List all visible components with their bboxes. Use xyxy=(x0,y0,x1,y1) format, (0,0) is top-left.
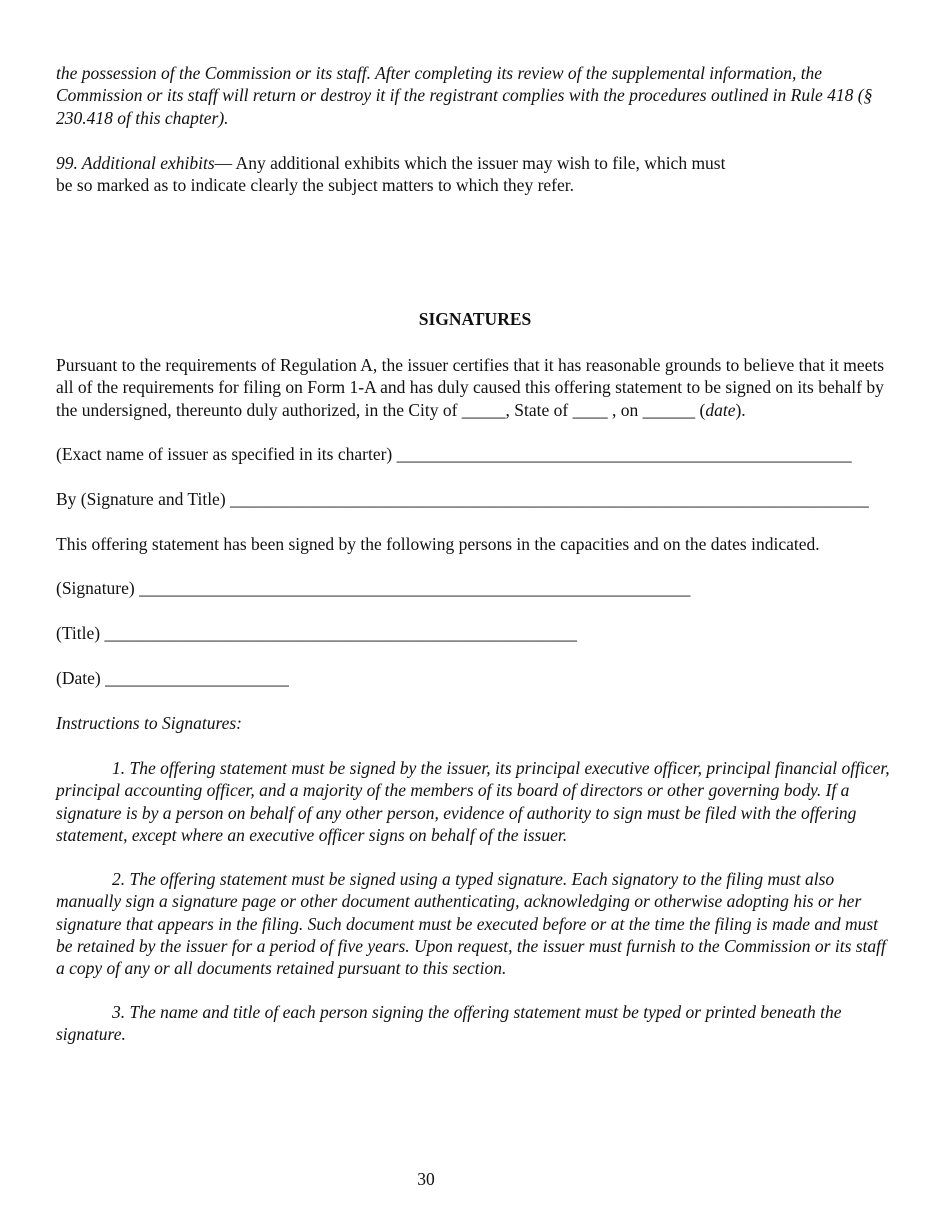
issuer-name-field[interactable]: (Exact name of issuer as specified in its charter) ____________________________________________________ xyxy=(56,444,852,464)
date-field[interactable]: (Date) _____________________ xyxy=(56,668,289,688)
instruction-item-3: 3. The name and title of each person signing the offering statement must be typed or printed beneath the signature. xyxy=(56,1002,842,1045)
instruction-item-1: 1. The offering statement must be signed by the issuer, its principal executive officer, principal financial officer, principal accounting officer, and a majority of the members of its board of directors or other governing body. If a signature is by a person on behalf of any other person, evidence of authority to sign must be filed with the offering statement, except where an executive officer signs on behalf of the issuer. xyxy=(56,758,890,845)
item-99-paragraph xyxy=(56,152,746,197)
instructions-heading: Instructions to Signatures: xyxy=(56,713,243,733)
certification-main: Pursuant to the requirements of Regulation A, the issuer certifies that it has reasonable grounds to believe that it meets all of the requirements for filing on Form 1-A and has duly caused this offering statement to be signed on its behalf by the undersigned, thereunto duly authorized, in the City of _____, State of ____ , on ______ ( xyxy=(56,355,885,420)
title-field[interactable]: (Title) ______________________________________________________ xyxy=(56,623,577,643)
item-99-label: 99. Additional exhibits xyxy=(56,153,215,173)
signature-field[interactable]: (Signature) _______________________________________________________________ xyxy=(56,578,691,598)
certification-end: ). xyxy=(735,399,746,420)
signed-by-statement: This offering statement has been signed by the following persons in the capacities and on the dates indicated. xyxy=(56,534,820,554)
page-number: 30 xyxy=(417,1169,435,1189)
item-99-text: Any additional exhibits which the issuer may wish to file, which must be so marked as to indicate clearly the subject matters to which they refer. xyxy=(56,153,726,196)
instruction-item-2: 2. The offering statement must be signed using a typed signature. Each signatory to the filing must also manually sign a signature page or other document authenticating, acknowledging or otherwise adopting his or her signature that appears in the filing. Such document must be executed before or at the time the filing is made and must be retained by the issuer for a period of five years. Upon request, the issuer must furnish to the Commission or its staff a copy of any or all documents retained pursuant to this section. xyxy=(56,869,886,979)
certification-paragraph xyxy=(56,354,901,421)
item-99-dash: — xyxy=(214,153,233,173)
signatures-heading: SIGNATURES xyxy=(418,309,532,329)
certification-date-word: date xyxy=(705,399,736,420)
continuation-paragraph: the possession of the Commission or its staff. After completing its review of the supplemental information, the Commission or its staff will return or destroy it if the registrant complies with the procedures outlined in Rule 418 (§ 230.418 of this chapter). xyxy=(56,63,873,128)
by-signature-title-field[interactable]: By (Signature and Title) _________________________________________________________________________ xyxy=(56,489,869,509)
